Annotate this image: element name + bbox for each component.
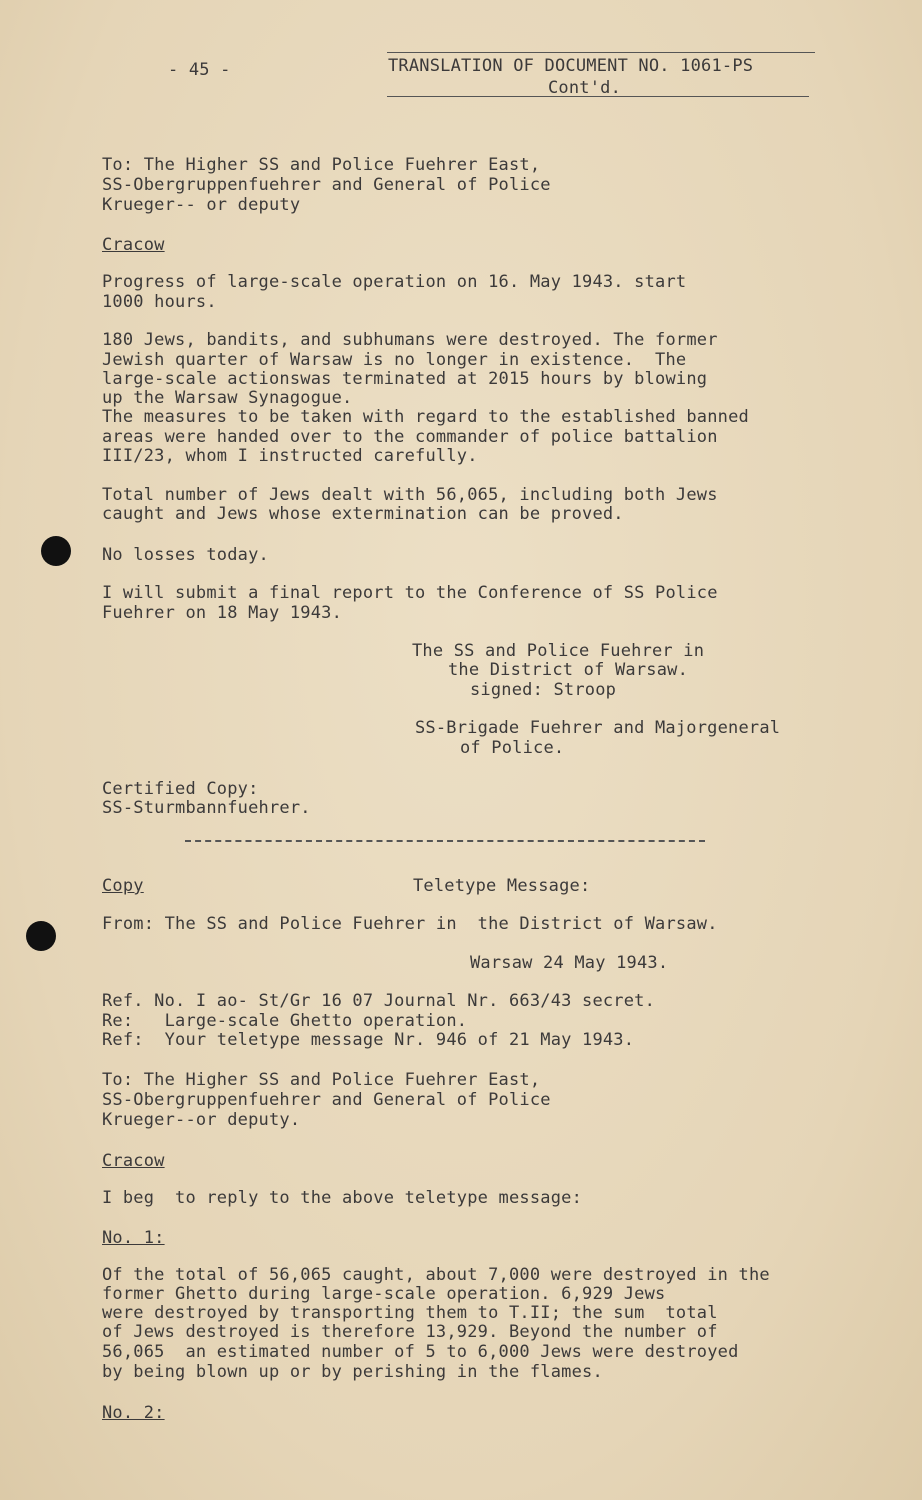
recipient2-line-2: SS-Obergruppenfuehrer and General of Police [102, 1090, 551, 1110]
certified-line-1: Certified Copy: [102, 779, 259, 799]
reference-line: Ref: Your teletype message Nr. 946 of 21 May 1943. [102, 1030, 635, 1050]
signature-line-2: the District of Warsaw. [448, 660, 689, 680]
teletype-label: Teletype Message: [413, 876, 591, 896]
body-line-4: up the Warsaw Synagogue. [102, 388, 353, 408]
item-1-line-4: of Jews destroyed is therefore 13,929. Beyond the number of [102, 1322, 718, 1342]
reference-number: Ref. No. I ao- St/Gr 16 07 Journal Nr. 663/43 secret. [102, 991, 656, 1011]
final-line-2: Fuehrer on 18 May 1943. [102, 603, 343, 623]
recipient2-line-3: Krueger--or deputy. [102, 1110, 301, 1130]
item-1-line-1: Of the total of 56,065 caught, about 7,000 were destroyed in the [102, 1265, 770, 1285]
item-1-heading: No. 1: [102, 1228, 165, 1248]
recipient-line-2: SS-Obergruppenfuehrer and General of Police [102, 175, 551, 195]
body-line-7: III/23, whom I instructed carefully. [102, 446, 478, 466]
progress-line-1: Progress of large-scale operation on 16. May 1943. start [102, 272, 687, 292]
rank-line-1: SS-Brigade Fuehrer and Majorgeneral [415, 718, 781, 738]
page-number: - 45 - [168, 60, 231, 80]
recipient-line-1: To: The Higher SS and Police Fuehrer East, [102, 155, 541, 175]
copy-label: Copy [102, 876, 144, 896]
total-line-2: caught and Jews whose extermination can be proved. [102, 504, 624, 524]
item-1-line-6: by being blown up or by perishing in the flames. [102, 1362, 603, 1382]
document-title: TRANSLATION OF DOCUMENT NO. 1061-PS [388, 56, 754, 76]
recipient-line-3: Krueger-- or deputy [102, 195, 301, 215]
item-2-heading: No. 2: [102, 1403, 165, 1423]
total-line-1: Total number of Jews dealt with 56,065, including both Jews [102, 485, 718, 505]
header-bottom-rule [387, 96, 809, 97]
place-heading: Cracow [102, 235, 165, 255]
subject-line: Re: Large-scale Ghetto operation. [102, 1011, 468, 1031]
final-line-1: I will submit a final report to the Conference of SS Police [102, 583, 718, 603]
body-line-3: large-scale actionswas terminated at 2015 hours by blowing [102, 369, 708, 389]
header-top-rule [387, 52, 815, 53]
date-line: Warsaw 24 May 1943. [470, 953, 669, 973]
reply-line: I beg to reply to the above teletype message: [102, 1188, 583, 1208]
item-1-line-5: 56,065 an estimated number of 5 to 6,000 Jews were destroyed [102, 1342, 739, 1362]
body-line-5: The measures to be taken with regard to the established banned [102, 407, 749, 427]
body-line-6: areas were handed over to the commander of police battalion [102, 427, 718, 447]
progress-line-2: 1000 hours. [102, 292, 217, 312]
punch-hole-top [41, 536, 71, 566]
losses-line: No losses today. [102, 545, 269, 565]
section-divider [185, 840, 705, 842]
signature-line-1: The SS and Police Fuehrer in [412, 641, 705, 661]
body-line-2: Jewish quarter of Warsaw is no longer in existence. The [102, 350, 687, 370]
document-continued: Cont'd. [548, 78, 622, 98]
certified-line-2: SS-Sturmbannfuehrer. [102, 798, 311, 818]
body-line-1: 180 Jews, bandits, and subhumans were destroyed. The former [102, 330, 718, 350]
rank-line-2: of Police. [460, 738, 565, 758]
place2-heading: Cracow [102, 1151, 165, 1171]
item-1-line-2: former Ghetto during large-scale operation. 6,929 Jews [102, 1284, 666, 1304]
punch-hole-bottom [26, 921, 56, 951]
item-1-line-3: were destroyed by transporting them to T.II; the sum total [102, 1303, 718, 1323]
signature-line-3: signed: Stroop [470, 680, 617, 700]
from-line: From: The SS and Police Fuehrer in the District of Warsaw. [102, 914, 718, 934]
recipient2-line-1: To: The Higher SS and Police Fuehrer East, [102, 1070, 541, 1090]
